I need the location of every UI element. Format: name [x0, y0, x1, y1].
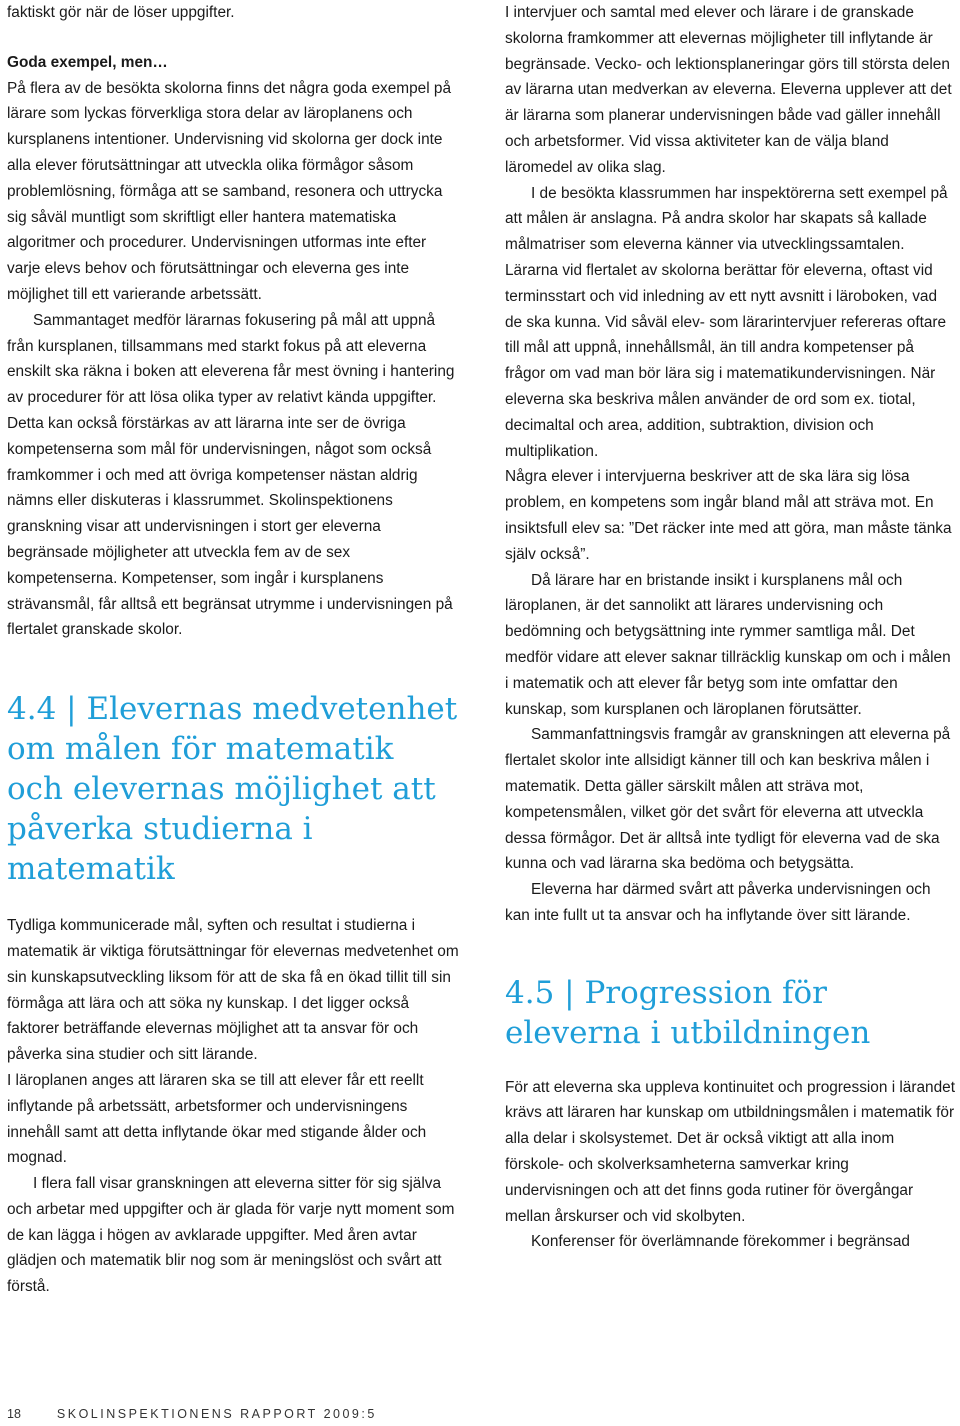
paragraph: I de besökta klassrummen har inspektörerna sett exempel på att målen är anslagna. På andra skolor har skapats så kallade målmatriser som eleverna känner via utvecklingssamtalen. Lärarna vid flertalet av skolorna berättar för eleverna, oftast vid terminsstart och vid inledning av ett nytt avsnitt i läroboken, vad de ska kunna. Vid såväl elev- som lärarintervjuer refereras oftare till mål att uppnå, innehållsmål, än till andra kompetenser på frågor om vad man bör lära sig i matematikundervisningen. När eleverna ska beskriva målen använder de ord som ex. tiotal, decimaltal och area, addition, subtraktion, division och multiplikation.: [505, 184, 948, 460]
paragraph: Tydliga kommunicerade mål, syften och resultat i studierna i matematik är viktiga förutsättningar för elevernas medvetenhet om sin kunskapsutveckling liksom för att de ska få en ökad tillit till sin förmåga att lära och att söka ny kunskap. I det ligger också faktorer beträffande elevernas möjlighet att ta ansvar för och påverka sina studier och sitt lärande.: [7, 917, 459, 1064]
paragraph: Några elever i intervjuerna beskriver att de ska lära sig lösa problem, en kompetens som ingår bland mål att sträva mot. En insiktsfull elev sa: ”Det räcker inte med att göra, man måste tänka själv också”.: [505, 468, 952, 563]
paragraph: I läroplanen anges att läraren ska se till att elever får ett reellt inflytande på arbetssätt, arbetsformer och undervisningens innehåll samt att detta inflytande ökar med stigande ålder och mognad.: [7, 1071, 427, 1167]
left-column: [7, 0, 459, 1300]
spacer: [505, 929, 957, 973]
paragraph: Då lärare har en bristande insikt i kursplanens mål och läroplanen, är det sannolikt att lärares undervisning och bedömning och betygsättning inte rymmer samtliga mål. Det medför vidare att elever saknar tillräcklig kunskap om och i målen i matematik och att elever får betyg som inte omfattar den kunskap, som kursplanen och läroplanen förutsätter.: [505, 571, 951, 718]
section-heading-4-4: 4.4 | Elevernas medvetenhet om målen för matematik och elevernas möjlighet att påverka studierna i matematik: [7, 691, 458, 888]
paragraph: Konferenser för överlämnande förekommer i begränsad: [531, 1233, 910, 1251]
spacer: [7, 889, 459, 913]
subheading: Goda exempel, men…: [7, 53, 168, 71]
paragraph: I flera fall visar granskningen att eleverna sitter för sig själva och arbetar med uppgifter och är glada för varje nytt moment som de kan lägga i högen av avklarade uppgifter. Med åren avtar glädjen och matematik blir nog som är meningslöst och svårt att förstå.: [7, 1175, 455, 1296]
paragraph: faktiskt gör när de löser uppgifter.: [7, 4, 235, 21]
paragraph: På flera av de besökta skolorna finns det några goda exempel på lärare som lyckas förverkliga stora delar av läroplanens och kursplanens intentioner. Undervisning vid skolorna ger dock inte alla elever förutsättningar att utveckla olika förmågor såsom problemlösning, förmåga att se samband, resonera och uttrycka sig såväl muntligt som skriftligt eller hantera matematiska algoritmer och procedurer. Undervisningen utformas inte efter varje elevs behov och förutsättningar och eleverna ges inte möjlighet till ett varierande arbetssätt.: [7, 79, 452, 303]
spacer: [7, 26, 459, 50]
paragraph: Eleverna har därmed svårt att påverka undervisningen och kan inte fullt ut ta ansvar och ha inflytande över sitt lärande.: [505, 881, 931, 924]
right-column: [505, 0, 957, 1255]
spacer: [7, 643, 459, 689]
paragraph: Sammantaget medför lärarnas fokusering på mål att uppnå från kursplanen, tillsammans med starkt fokus på att eleverna enskilt ska räkna i boken att eleverena får mest övning i hantering av procedurer för att lösa olika typer av relativt kända uppgifter. Detta kan också förstärkas av att lärarna inte ser de övriga kompetenserna som mål för undervisningen, något som också framkommer i och med att övriga kompetenser nästan aldrig nämns eller diskuteras i klassrummet. Skolinspektionens granskning visar att undervisningen i stort ger eleverna begränsade möjligheter att utveckla fem av de sex kompetenserna. Kompetenser, som ingår i kursplanens strävansmål, får alltså ett begränsat utrymme i undervisningen på flertalet granskade skolor.: [7, 311, 455, 639]
publication-title: SKOLINSPEKTIONENS RAPPORT 2009:5: [56, 1407, 377, 1421]
paragraph: Sammanfattningsvis framgår av granskningen att eleverna på flertalet skolor inte allsidigt känner till och kan beskriva målen i matematik. Detta gäller särskilt målen att sträva mot, kompetensmålen, vilket gör det svårt för eleverna att utveckla dessa förmågor. Det är alltså inte tydligt för eleverna vad de ska kunna och vad lärarna ska bedöma och betygsätta.: [505, 726, 951, 873]
page-number: 18: [7, 1407, 21, 1421]
paragraph: För att eleverna ska uppleva kontinuitet och progression i lärandet krävs att läraren har kunskap om utbildningsmålen i matematik för alla delar i skolsystemet. Det är också viktigt att alla inom förskole- och skolverksamheterna samverkar kring undervisningen och att det finns goda rutiner för övergångar mellan årskurser och vid skolbyten.: [505, 1078, 956, 1225]
page-footer: [7, 1407, 377, 1421]
spacer: [505, 1053, 957, 1075]
section-heading-4-5: 4.5 | Progression för eleverna i utbildningen: [505, 974, 871, 1051]
paragraph: I intervjuer och samtal med elever och lärare i de granskade skolorna framkommer att elevernas möjligheter till inflytande är begränsade. Vecko- och lektionsplaneringar görs till största delen av lärarna utan medverkan av eleverna. Eleverna upplever att det är lärarna som planerar undervisningen både vad gäller innehåll och arbetsformer. Vid vissa aktiviteter kan de välja bland läromedel av olika slag.: [505, 4, 952, 176]
